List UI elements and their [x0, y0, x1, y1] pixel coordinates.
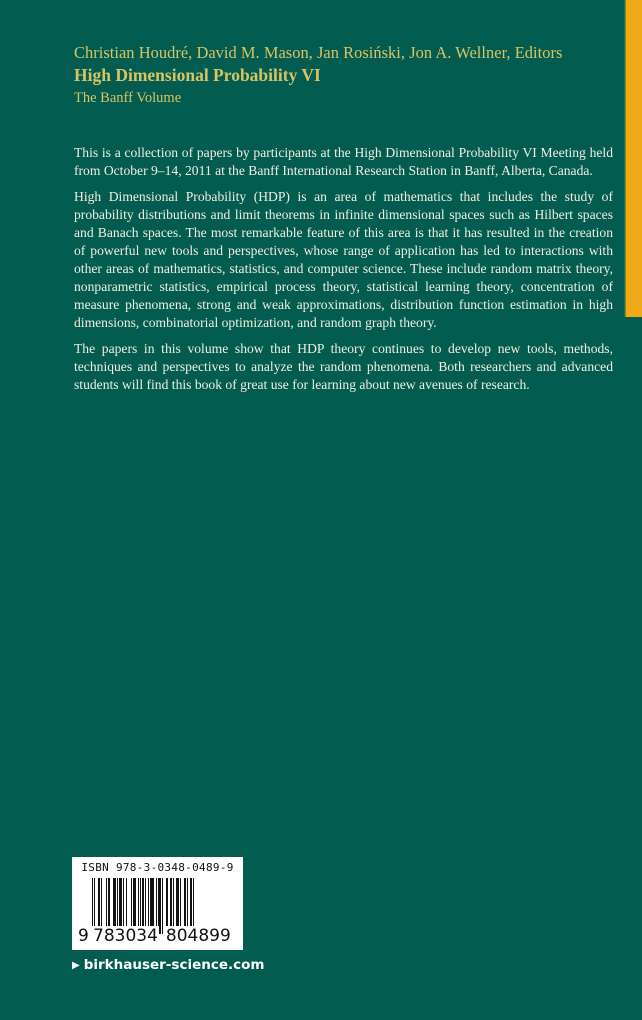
isbn-label: ISBN 978-3-0348-0489-9	[81, 861, 234, 874]
description-paragraph-3: The papers in this volume show that HDP theory continues to develop new tools, methods, techniques and perspectives to analyze the random phenomena. Both researchers and advanced students will find this book of great use for learning about new avenues of research.	[74, 341, 613, 392]
description-paragraph-1: This is a collection of papers by participants at the High Dimensional Probability VI Meeting held from October 9–14, 2011 at the Banff International Research Station in Banff, Alberta, Canada.	[74, 145, 613, 178]
book-title: High Dimensional Probability VI	[74, 65, 321, 85]
spine-accent-bar	[625, 0, 642, 317]
book-subtitle: The Banff Volume	[74, 90, 182, 106]
description-paragraph-2: High Dimensional Probability (HDP) is an area of mathematics that includes the study of probability distributions and limit theorems in infinite dimensional spaces such as Hilbert spaces and Banach spaces. The most remarkable feature of this area is that it has resulted in the creation of powerful new tools and perspectives, whose range of application has led to interactions with other areas of mathematics, statistics, and computer science. These include random matrix theory, nonparametric statistics, empirical process theory, statistical learning theory, concentration of measure phenomena, strong and weak approximations, distribution function estimation in high dimensions, combinatorial optimization, and random graph theory.	[74, 189, 613, 330]
description-block	[74, 144, 613, 402]
ean-group-2: 804899	[165, 926, 231, 946]
play-arrow-icon: ▶	[72, 960, 80, 971]
ean-first-digit: 9	[78, 926, 89, 946]
isbn-barcode	[72, 857, 243, 950]
publisher-link[interactable]	[72, 955, 264, 976]
ean-group-1: 783034	[93, 926, 158, 946]
ean-digits	[78, 926, 238, 946]
editors-line: Christian Houdré, David M. Mason, Jan Rosiński, Jon A. Wellner, Editors	[74, 43, 563, 62]
publisher-url: birkhauser-science.com	[83, 957, 265, 973]
cover-header	[74, 43, 614, 108]
